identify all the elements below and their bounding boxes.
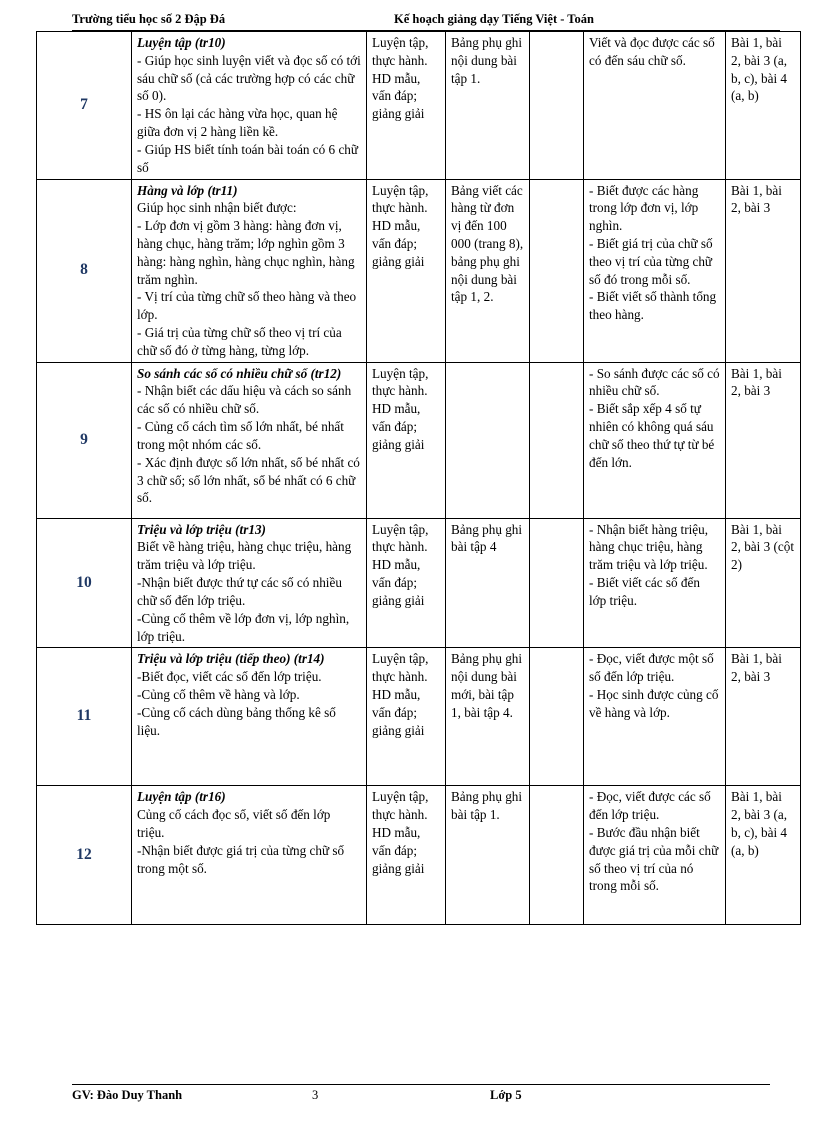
lesson-number-text: 7 (80, 95, 88, 113)
table-row (37, 518, 801, 648)
requirement-text: - Nhận biết hàng triệu, hàng chục triệu, hàng trăm triệu và lớp triệu. - Biết viết các số đến lớp triệu. (589, 521, 709, 608)
lesson-number (37, 648, 132, 786)
lesson-title: Triệu và lớp triệu (tr13) (137, 521, 266, 537)
teaching-method (367, 518, 446, 648)
lesson-number (37, 786, 132, 925)
table-row (37, 648, 801, 786)
teaching-method (367, 648, 446, 786)
method-text: Luyện tập, thực hành. HD mẫu, vấn đáp; giảng giải (372, 365, 429, 452)
lesson-goals: - Giúp học sinh luyện viết và đọc số có tới sáu chữ số (cả các trường hợp có các chữ số 0). - HS ôn lại các hàng vừa học, quan hệ giữa đơn vị 2 hàng liền kề. - Giúp HS biết tính toán bài toán có 6 chữ số (137, 52, 361, 175)
materials-text: Bảng phụ ghi bài tập 1. (451, 789, 523, 823)
lesson-goals: -Biết đọc, viết các số đến lớp triệu. -Củng cố thêm về hàng và lớp. -Củng cố cách dùng bảng thống kê số liệu. (137, 669, 336, 738)
teaching-materials (446, 648, 530, 786)
lesson-number-text: 12 (76, 845, 92, 863)
lesson-number (37, 179, 132, 362)
note-cell (530, 518, 584, 648)
lesson-content (132, 179, 367, 362)
lesson-title: Luyện tập (tr10) (137, 35, 226, 50)
note-cell (530, 648, 584, 786)
lesson-goals: - Nhận biết các dấu hiệu và cách so sánh các số có nhiều chữ số. - Củng cố cách tìm số lớn nhất, bé nhất trong một nhóm các số. - Xác định được số lớn nhất, số bé nhất có 3 chữ số; số lớn nhất, số bé nhất có 6 chữ số. (137, 383, 360, 506)
lesson-title: Triệu và lớp triệu (tiếp theo) (tr14) (137, 651, 325, 667)
teacher-name: GV: Đào Duy Thanh (72, 1088, 183, 1102)
note-cell (530, 179, 584, 362)
materials-text: Bảng phụ ghi bài tập 4 (451, 521, 523, 555)
lesson-title: Luyện tập (tr16) (137, 789, 226, 805)
note-cell (530, 32, 584, 180)
requirement (584, 648, 726, 786)
lesson-goals: Giúp học sinh nhận biết được: - Lớp đơn vị gồm 3 hàng: hàng đơn vị, hàng chục, hàng trăm; lớp nghìn gồm 3 hàng: hàng nghìn, hàng chục nghìn, hàng trăm nghìn. - Vị trí của từng chữ số theo hàng và theo lớp. - Giá trị của từng chữ số theo vị trí của chữ số đó ở từng hàng, từng lớp. (137, 200, 357, 358)
requirement (584, 786, 726, 925)
lesson-number (37, 518, 132, 648)
school-name: Trường tiểu học số 2 Đập Đá (72, 12, 226, 26)
teaching-materials (446, 179, 530, 362)
lesson-number-text: 10 (76, 573, 92, 591)
exercises-text: Bài 1, bài 2, bài 3 (cột 2) (731, 521, 794, 573)
materials-text: Bảng phụ ghi nội dung bài tập 1. (451, 35, 523, 86)
exercises-text: Bài 1, bài 2, bài 3 (a, b, c), bài 4 (a, b) (731, 789, 788, 858)
exercises (726, 362, 801, 518)
method-text: Luyện tập, thực hành. HD mẫu, vấn đáp; giảng giải (372, 521, 429, 608)
teaching-materials (446, 786, 530, 925)
requirement (584, 179, 726, 362)
footer-divider (72, 1084, 770, 1085)
lesson-content (132, 518, 367, 648)
lesson-content (132, 786, 367, 925)
lesson-number (37, 32, 132, 180)
lesson-content (132, 32, 367, 180)
lesson-number-text: 11 (76, 707, 92, 725)
requirement (584, 362, 726, 518)
exercises (726, 32, 801, 180)
method-text: Luyện tập, thực hành. HD mẫu, vấn đáp; giảng giải (372, 182, 429, 269)
exercises (726, 648, 801, 786)
lesson-goals: Củng cố cách đọc số, viết số đến lớp triệu. -Nhận biết được giá trị của từng chữ số trong một số. (137, 807, 345, 876)
requirement-text: - Đọc, viết được các số đến lớp triệu. - Bước đầu nhận biết được giá trị của mỗi chữ số theo vị trí của nó trong mỗi số. (589, 789, 719, 894)
table-row (37, 362, 801, 518)
method-text: Luyện tập, thực hành. HD mẫu, vấn đáp; giảng giải (372, 789, 429, 876)
method-text: Luyện tập, thực hành. HD mẫu, vấn đáp; giảng giải (372, 651, 429, 738)
exercises-text: Bài 1, bài 2, bài 3 (731, 651, 782, 685)
materials-text: Bảng phụ ghi nội dung bài mới, bài tập 1, bài tập 4. (451, 651, 523, 720)
requirement-text: Viết và đọc được các số có đến sáu chữ số. (589, 35, 715, 68)
lesson-number-text: 8 (80, 261, 88, 279)
lesson-number (37, 362, 132, 518)
teaching-method (367, 179, 446, 362)
lesson-content (132, 362, 367, 518)
table-row (37, 32, 801, 180)
page-header (72, 12, 772, 30)
teaching-method (367, 32, 446, 180)
note-cell (530, 362, 584, 518)
lesson-rows (37, 32, 801, 925)
requirement (584, 32, 726, 180)
lesson-title: So sánh các số có nhiều chữ số (tr12) (137, 365, 342, 381)
lesson-number-text: 9 (80, 430, 88, 448)
exercises (726, 179, 801, 362)
teaching-method (367, 362, 446, 518)
exercises (726, 786, 801, 925)
requirement (584, 518, 726, 648)
lesson-content (132, 648, 367, 786)
grade-label: Lớp 5 (490, 1088, 522, 1102)
materials-text: Bảng viết các hàng từ đơn vị đến 100 000 (trang 8), bảng phụ ghi nội dung bài tập 1, 2. (451, 182, 524, 305)
exercises (726, 518, 801, 648)
table-row (37, 786, 801, 925)
page-number: 3 (312, 1088, 319, 1102)
requirement-text: - So sánh được các số có nhiều chữ số. - Biết sắp xếp 4 số tự nhiên có không quá sáu chữ số theo thứ tự từ bé đến lớn. (589, 365, 720, 470)
teaching-materials (446, 518, 530, 648)
lesson-goals: Biết về hàng triệu, hàng chục triệu, hàng trăm triệu và lớp triệu. -Nhận biết được thứ tự các số có nhiều chữ số đến lớp triệu. -Củng cố thêm về lớp đơn vị, lớp nghìn, lớp triệu. (137, 539, 352, 644)
exercises-text: Bài 1, bài 2, bài 3 (731, 365, 782, 399)
exercises-text: Bài 1, bài 2, bài 3 (a, b, c), bài 4 (a, b) (731, 35, 788, 104)
teaching-materials (446, 32, 530, 180)
lesson-plan-table (36, 31, 801, 925)
requirement-text: - Đọc, viết được một số số đến lớp triệu. - Học sinh được củng cố về hàng và lớp. (589, 651, 719, 720)
teaching-materials (446, 362, 530, 518)
note-cell (530, 786, 584, 925)
requirement-text: - Biết được các hàng trong lớp đơn vị, lớp nghìn. - Biết giá trị của chữ số theo vị trí của từng chữ số đó trong mỗi số. - Biết viết số thành tổng theo hàng. (589, 182, 717, 323)
plan-title: Kế hoạch giảng dạy Tiếng Việt - Toán (394, 12, 594, 26)
lesson-title: Hàng và lớp (tr11) (137, 182, 238, 198)
exercises-text: Bài 1, bài 2, bài 3 (731, 182, 782, 216)
teaching-method (367, 786, 446, 925)
table-row (37, 179, 801, 362)
method-text: Luyện tập, thực hành. HD mẫu, vấn đáp; giảng giải (372, 35, 429, 122)
